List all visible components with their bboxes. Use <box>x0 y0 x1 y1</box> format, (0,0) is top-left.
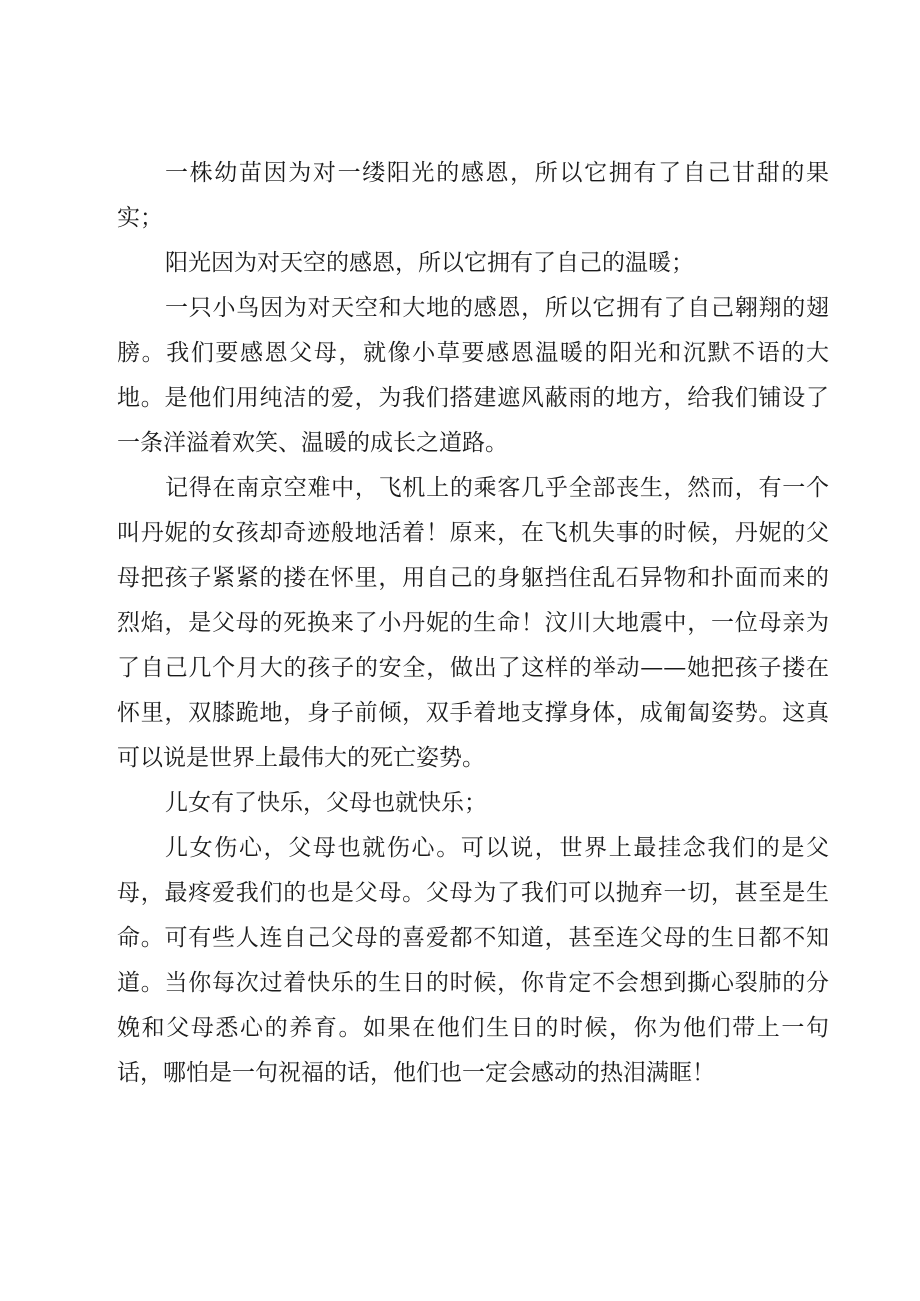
paragraph-bird: 一只小鸟因为对天空和大地的感恩，所以它拥有了自己翱翔的翅膀。我们要感恩父母，就像小草要感恩温暖的阳光和沉默不语的大地。是他们用纯洁的爱，为我们搭建遮风蔽雨的地方，给我们铺设了一条洋溢着欢笑、温暖的成长之道路。 <box>117 295 829 456</box>
paragraph-story: 记得在南京空难中，飞机上的乘客几乎全部丧生，然而，有一个叫丹妮的女孩却奇迹般地活着！原来，在飞机失事的时候，丹妮的父母把孩子紧紧的搂在怀里，用自己的身躯挡住乱石异物和扑面而来的烈焰，是父母的死换来了小丹妮的生命！汶川大地震中，一位母亲为了自己几个月大的孩子的安全，做出了这样的举动——她把孩子搂在怀里，双膝跪地，身子前倾，双手着地支撑身体，成匍匐姿势。这真可以说是世界上最伟大的死亡姿势。 <box>117 475 829 771</box>
paragraph-children-happy: 儿女有了快乐，父母也就快乐； <box>165 790 487 816</box>
paragraph-seedling: 一株幼苗因为对一缕阳光的感恩，所以它拥有了自己甘甜的果实； <box>117 160 829 231</box>
document-body <box>117 151 829 1096</box>
paragraph-children-sad: 儿女伤心，父母也就伤心。可以说，世界上最挂念我们的是父母，最疼爱我们的也是父母。父母为了我们可以抛弃一切，甚至是生命。可有些人连自己父母的喜爱都不知道，甚至连父母的生日都不知道。当你每次过着快乐的生日的时候，你肯定不会想到撕心裂肺的分娩和父母悉心的养育。如果在他们生日的时候，你为他们带上一句话，哪怕是一句祝福的话，他们也一定会感动的热泪满眶！ <box>117 835 829 1086</box>
paragraph-sunlight: 阳光因为对天空的感恩，所以它拥有了自己的温暖； <box>165 250 694 276</box>
